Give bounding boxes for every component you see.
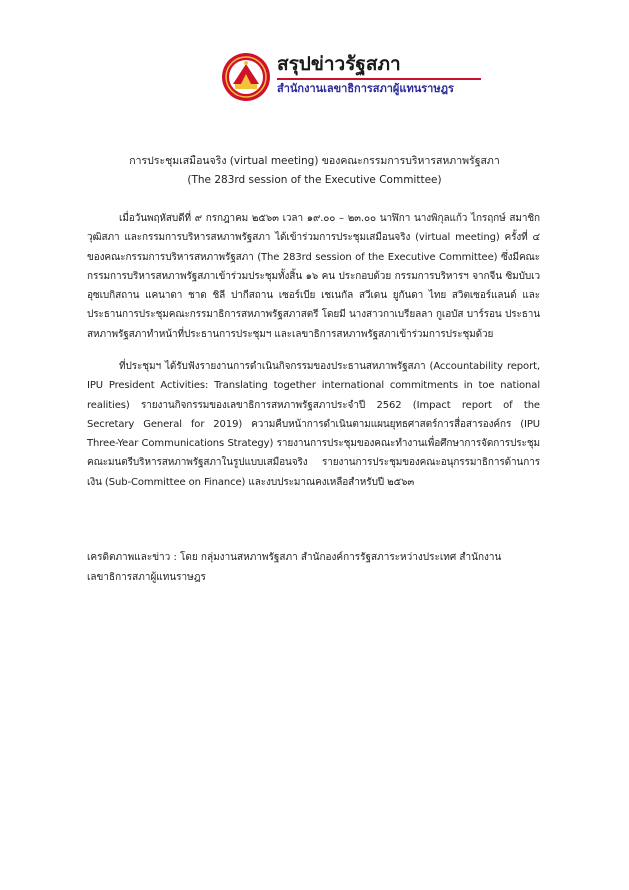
parliament-emblem-icon bbox=[221, 52, 271, 102]
credit-block bbox=[87, 548, 540, 588]
brand-divider bbox=[277, 78, 481, 80]
body-paragraph-1-block bbox=[87, 209, 540, 344]
brand-subtitle: สำนักงานเลขาธิการสภาผู้แทนราษฎร bbox=[277, 82, 454, 95]
document-title bbox=[90, 152, 539, 190]
credit-line: เครดิตภาพและข่าว : โดย กลุ่มงานสหภาพรัฐสภา สำนักองค์การรัฐสภาระหว่างประเทศ สำนักงานเลขาธิการสภาผู้แทนราษฎร bbox=[87, 552, 502, 583]
title-line-2: (The 283rd session of the Executive Committee) bbox=[187, 174, 442, 186]
title-line-1: การประชุมเสมือนจริง (virtual meeting) ของคณะกรรมการบริหารสหภาพรัฐสภา bbox=[129, 155, 500, 167]
body-paragraph-2: ที่ประชุมฯ ได้รับฟังรายงานการดำเนินกิจกรรมของประธานสหภาพรัฐสภา (Accountability report, IPU President Activities: Translating together international commitments in toe national realities) รายงานกิจกรรมของเลขาธิการสหภาพรัฐสภาประจำปี 2562 (Impact report of the Secretary General for 2019) ความคืบหน้าการดำเนินตามแผนยุทธศาสตร์การสื่อสารองค์กร (IPU Three-Year Communications Strategy) รายงานการประชุมของคณะทำงานเพื่อศึกษาการจัดการประชุมคณะมนตรีบริหารสหภาพรัฐสภาในรูปแบบเสมือนจริง รายงานการประชุมของคณะอนุกรรมาธิการด้านการเงิน (Sub-Committee on Finance) และงบประมาณคงเหลือสำหรับปี ๒๕๖๓ bbox=[87, 361, 540, 488]
document-header bbox=[221, 52, 481, 102]
body-paragraph-1: เมื่อวันพฤหัสบดีที่ ๙ กรกฎาคม ๒๕๖๓ เวลา ๑๙.๐๐ – ๒๓.๐๐ นาฬิกา นางพิกุลแก้ว ไกรฤกษ์ สมาชิกวุฒิสภา และกรรมการบริหารสหภาพรัฐสภา ได้เข้าร่วมการประชุมเสมือนจริง (virtual meeting) ครั้งที่ ๔ ของคณะกรรมการบริหารสหภาพรัฐสภา (The 283rd session of the Executive Committee) ซึ่งมีคณะกรรมการบริหารสหภาพรัฐสภาเข้าร่วมประชุมทั้งสิ้น ๑๖ คน ประกอบด้วย กรรมการบริหารฯ จากจีน ซิมบับเว อุซเบกิสถาน แคนาดา ชาด ชิลี ปากีสถาน เซอร์เบีย เชเนกัล สวีเดน ยูกันดา ไทย สวิตเซอร์แลนด์ และประธานการประชุมคณะกรรมาธิการสหภาพรัฐสภาสตรี โดยมี นางสาวกาเบรียลลา กูเอบัส บาร์รอน ประธานสหภาพรัฐสภาทำหน้าที่ประธานการประชุมฯ และเลขาธิการสหภาพรัฐสภาเข้าร่วมการประชุมด้วย bbox=[87, 213, 540, 340]
brand-title: สรุปข่าวรัฐสภา bbox=[277, 53, 401, 75]
body-paragraph-2-block bbox=[87, 357, 540, 492]
